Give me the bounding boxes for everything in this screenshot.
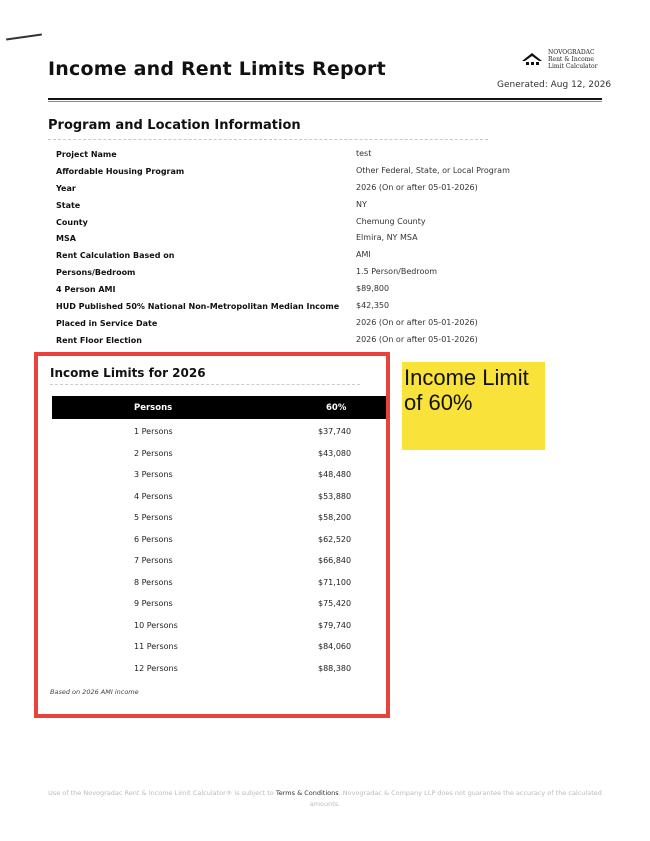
info-value: $42,350	[356, 301, 390, 311]
info-row	[56, 316, 526, 333]
info-label: Rent Calculation Based on	[56, 251, 175, 261]
info-label: HUD Published 50% National Non-Metropolitan Median Income	[56, 302, 340, 312]
info-value: 2026 (On or after 05-01-2026)	[356, 182, 478, 192]
info-label: Placed in Service Date	[56, 318, 158, 328]
info-row	[56, 181, 526, 198]
percent-column-header: 60%	[326, 403, 347, 413]
info-row	[56, 164, 526, 181]
info-value: 2026 (On or after 05-01-2026)	[356, 317, 478, 327]
logo-text: NOVOGRADAC Rent & Income Limit Calculator	[548, 49, 598, 70]
info-row	[56, 231, 526, 248]
limit-amount: $75,420	[318, 599, 352, 608]
limit-amount: $84,060	[318, 642, 352, 651]
limit-amount: $88,380	[318, 663, 352, 673]
limit-persons: 2 Persons	[134, 448, 173, 458]
header-divider-shadow	[48, 101, 602, 102]
info-row	[56, 265, 526, 282]
novogradac-logo	[520, 49, 610, 75]
limit-persons: 7 Persons	[134, 556, 173, 565]
yellow-sticky-note	[402, 362, 545, 450]
info-value: Elmira, NY MSA	[356, 233, 418, 243]
sticky-note-text: Income Limit of 60%	[404, 365, 529, 415]
info-label: Rent Floor Election	[56, 335, 142, 345]
footer-disclaimer	[40, 788, 610, 810]
scan-artifact	[6, 34, 42, 41]
info-value: 2026 (On or after 05-01-2026)	[356, 334, 478, 344]
info-value: AMI	[356, 250, 371, 260]
info-row	[56, 282, 526, 299]
info-row	[56, 248, 526, 265]
limit-persons: 4 Persons	[134, 491, 173, 501]
limit-persons: 9 Persons	[134, 599, 173, 608]
house-logo-icon	[520, 51, 544, 67]
info-label: Year	[56, 183, 76, 193]
footer-text-after: . Novogradac & Company LLP does not guarantee the accuracy of the calculated amounts.	[309, 789, 602, 808]
header-divider	[48, 98, 602, 100]
info-row	[56, 215, 526, 232]
limit-amount: $79,740	[318, 620, 352, 630]
info-label: Affordable Housing Program	[56, 166, 185, 176]
generated-date: Generated: Aug 12, 2026	[497, 80, 612, 90]
program-section-title: Program and Location Information	[48, 118, 301, 133]
limit-amount: $71,100	[318, 577, 352, 587]
footer-text-before: Use of the Novogradac Rent & Income Limit Calculator® is subject to	[48, 789, 274, 797]
limit-persons: 8 Persons	[134, 577, 173, 587]
limit-persons: 5 Persons	[134, 513, 173, 522]
info-value: $89,800	[356, 284, 390, 294]
limit-amount: $58,200	[318, 513, 352, 522]
info-value: test	[356, 149, 372, 158]
info-row	[56, 198, 526, 215]
limit-amount: $62,520	[318, 534, 352, 544]
info-value: 1.5 Person/Bedroom	[356, 267, 438, 277]
info-value: NY	[356, 199, 367, 209]
limit-amount: $43,080	[318, 448, 352, 458]
info-label: Project Name	[56, 150, 117, 159]
limit-persons: 6 Persons	[134, 534, 173, 544]
limit-persons: 11 Persons	[134, 642, 178, 651]
persons-column-header: Persons	[134, 403, 173, 413]
limit-amount: $66,840	[318, 556, 352, 565]
limit-persons: 10 Persons	[134, 620, 178, 630]
info-row	[56, 333, 526, 350]
info-value: Chemung County	[356, 216, 426, 226]
limit-persons: 12 Persons	[134, 663, 178, 673]
limit-amount: $37,740	[318, 427, 352, 436]
info-row	[56, 147, 526, 164]
info-label: County	[56, 217, 88, 227]
section-divider	[48, 139, 488, 140]
info-label: State	[56, 200, 81, 210]
report-title: Income and Rent Limits Report	[48, 58, 386, 80]
limit-amount: $53,880	[318, 491, 352, 501]
info-row	[56, 299, 526, 316]
limit-persons: 1 Persons	[134, 427, 173, 436]
limit-persons: 3 Persons	[134, 470, 173, 479]
info-value: Other Federal, State, or Local Program	[356, 165, 510, 175]
limits-footnote: Based on 2026 AMI income	[50, 688, 139, 696]
income-limits-title: Income Limits for 2026	[50, 366, 206, 380]
terms-link[interactable]: Terms & Conditions	[275, 789, 339, 797]
info-label: 4 Person AMI	[56, 285, 116, 295]
info-label: Persons/Bedroom	[56, 268, 136, 278]
red-highlight-box	[34, 352, 390, 718]
limit-amount: $48,480	[318, 470, 352, 479]
program-info-table	[56, 147, 526, 350]
info-label: MSA	[56, 234, 76, 244]
